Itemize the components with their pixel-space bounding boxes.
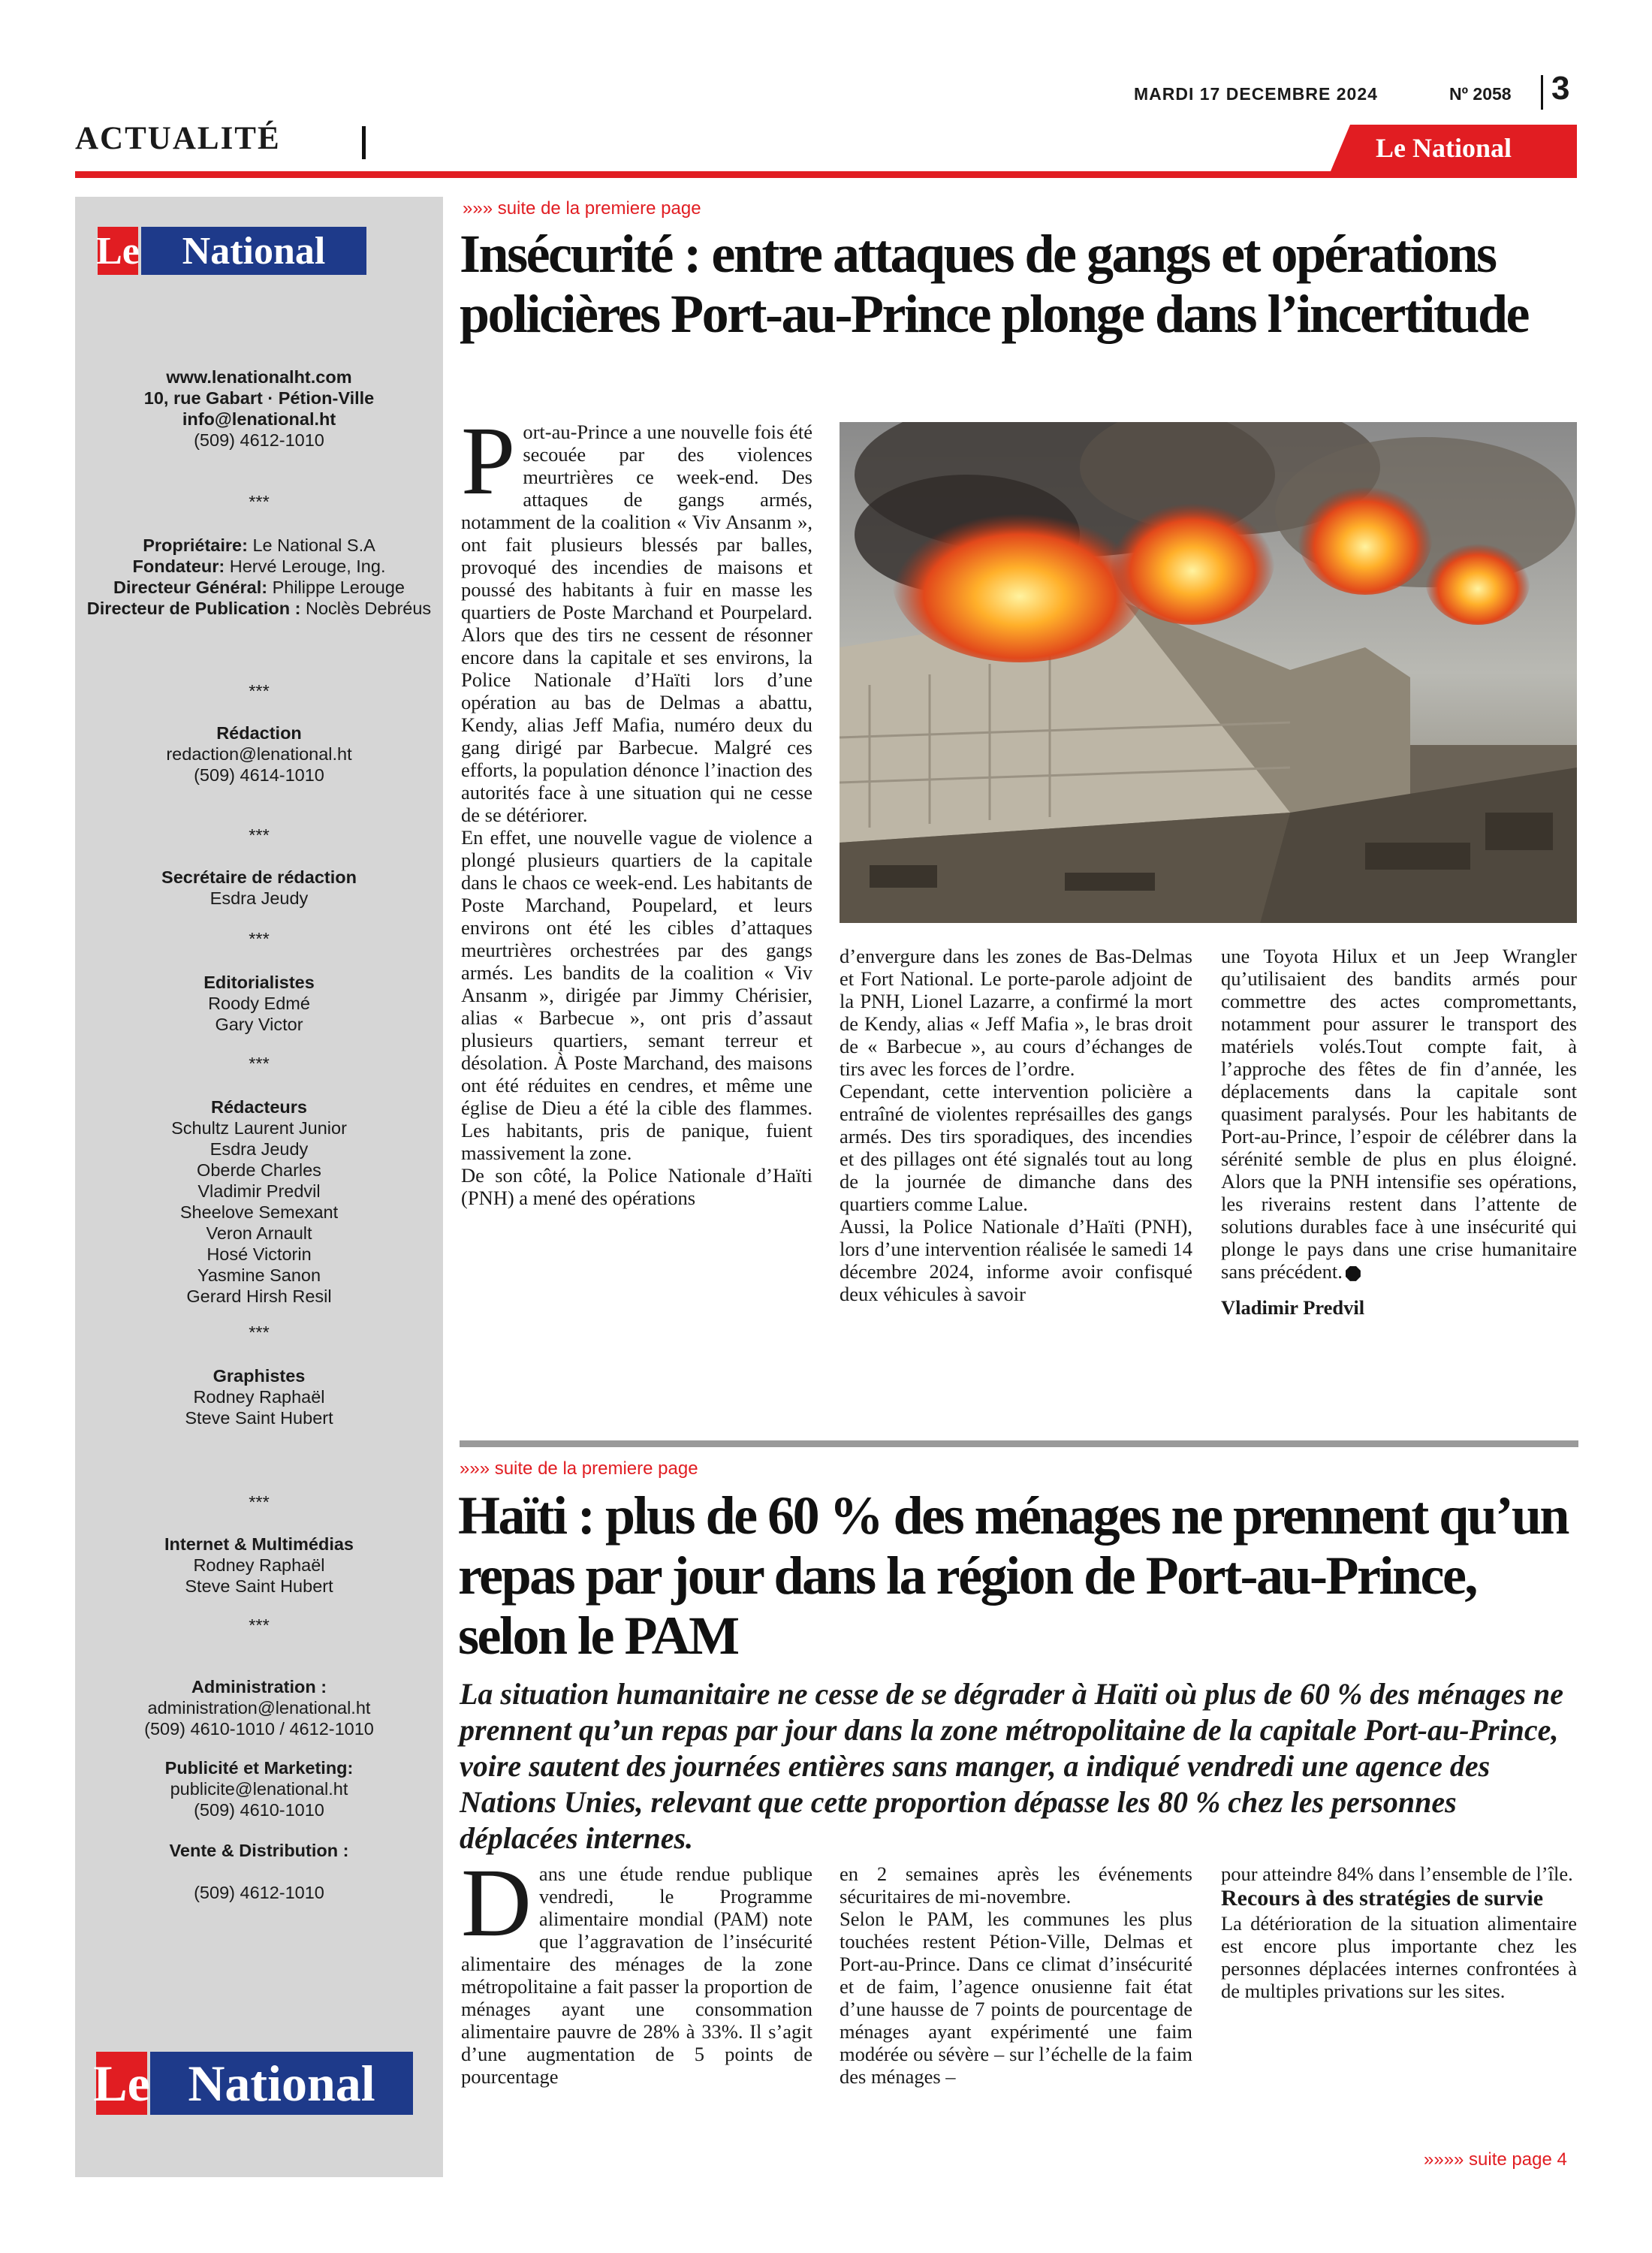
founder-label: Fondateur: [132, 556, 225, 576]
article-paragraph: Selon le PAM, les communes les plus touchées restent Pétion-Ville, Delmas et Port-au-Prince. Dans ce climat d’insécurité et de faim, l’agence onusienne fait état d’une hausse de 7 points de pourcentage de ménages ayant expérimenté une faim modérée ou sévère – sur l’échelle de la faim des ménages – [840, 1908, 1192, 2088]
article-column-3 [1221, 945, 1577, 1319]
marketing-email: publicite@lenational.ht [170, 1779, 348, 1799]
article-headline: Insécurité : entre attaques de gangs et opérations policières Port-au-Prince plonge dans l’incertitude [460, 224, 1528, 344]
contact-phone: (509) 4612-1010 [194, 430, 324, 450]
designers-label: Graphistes [213, 1366, 306, 1386]
editorialist: Roody Edmé [208, 994, 310, 1013]
issue-date: MARDI 17 DECEMBRE 2024 [1134, 84, 1378, 104]
writers-block [75, 1096, 443, 1307]
designer: Rodney Raphaël [193, 1387, 325, 1407]
article-paragraph: une Toyota Hilux et un Jeep Wrangler qu’utilisaient des bandits armés pour commettre des actes compromettants, notamment pour assurer le transport des matériels volés.Tout compte fait, à l’approche des fêtes de fin d’année, les déplacements dans la capitale sont quasiment paralysés. Pour les habitants de Port-au-Prince, l’espoir de célébrer dans la sérénité semble de plus en plus éloigné. Alors que la PNH intensifie ses opérations, les riverains restent dans l’attente de solutions durables face à une insécurité qui plonge le pays dans une crise humanitaire sans précédent. [1221, 945, 1577, 1283]
article-column-1 [461, 1849, 812, 2088]
writer: Veron Arnault [206, 1223, 312, 1243]
article-subhead: Recours à des stratégies de survie [1221, 1886, 1544, 1911]
ownership-block [75, 535, 443, 619]
secretary: Esdra Jeudy [210, 888, 309, 908]
drop-cap: D [461, 1849, 532, 1957]
section-label: ACTUALITÉ [75, 121, 281, 156]
owner-label: Propriétaire: [143, 535, 248, 555]
article-paragraph: Cependant, cette intervention policière a entraîné de violentes représailles des gangs armés. Des tirs sporadiques, des incendies et des pillages ont été signalés tout au long de la journée de dimanche dans des quartiers comme Lalue. [840, 1080, 1192, 1215]
article-column-2 [840, 945, 1192, 1305]
end-of-article-icon [1346, 1266, 1361, 1281]
redaction-block [75, 722, 443, 786]
fire-photo [840, 422, 1577, 923]
marketing-block [75, 1757, 443, 1820]
administration-block [75, 1676, 443, 1739]
article-author: Vladimir Predvil [1221, 1296, 1365, 1319]
drop-cap: P [461, 407, 516, 515]
continued-from-label: »»» suite de la premiere page [460, 1458, 698, 1479]
writer: Sheelove Semexant [179, 1202, 339, 1222]
article-divider [460, 1440, 1578, 1447]
contact-block [75, 366, 443, 451]
article-column-2 [840, 1862, 1192, 2088]
director-general: Philippe Lerouge [267, 578, 405, 597]
brand-tab-label: Le National [1376, 133, 1512, 163]
writer: Vladimir Predvil [197, 1181, 321, 1201]
publication-director-label: Directeur de Publication : [86, 599, 301, 618]
article-paragraph: d’envergure dans les zones de Bas-Delmas et Fort National. Le porte-parole adjoint de la PNH, Lionel Lazarre, a confirmé la mort de Kendy, alias « Jeff Mafia », le bras droit de « Barbecue », au cours d’échanges de tirs avec les forces de l’ordre. [840, 945, 1192, 1080]
multimedia-member: Rodney Raphaël [193, 1555, 325, 1575]
secretary-block [75, 867, 443, 909]
contact-email: info@lenational.ht [182, 409, 336, 429]
writer: Oberde Charles [197, 1160, 321, 1180]
administration-email: administration@lenational.ht [147, 1698, 371, 1718]
editorialist: Gary Victor [215, 1015, 303, 1034]
logo-part-le: Le [98, 227, 138, 275]
writer: Gerard Hirsh Resil [186, 1286, 332, 1306]
article-paragraph: En effet, une nouvelle vague de violence a plongé plusieurs quartiers de la capitale dans le chaos ce week-end. Les habitants de Poste Marchand, Poupelard, et leurs environs ont été les cibles d’attaques meurtrières orchestrées par des gangs armés. Les bandits de la coalition « Viv Ansanm », dirigée par Jimmy Chérisier, alias « Barbecue », ont pris d’assaut plusieurs quartiers, semant terreur et désolation. À Poste Marchand, des maisons ont été réduites en cendres, et même une église de Dieu a été la cible des flammes. Les habitants, pris de panique, fuient massivement la zone. [461, 826, 812, 1164]
separator-stars: *** [249, 825, 270, 845]
administration-phone: (509) 4610-1010 / 4612-1010 [144, 1719, 374, 1739]
article-paragraph: De son côté, la Police Nationale d’Haïti (PNH) a mené des opérations [461, 1164, 812, 1209]
redaction-email: redaction@lenational.ht [166, 744, 352, 764]
director-general-label: Directeur Général: [113, 578, 268, 597]
writers-label: Rédacteurs [211, 1097, 307, 1117]
multimedia-block [75, 1534, 443, 1597]
separator-stars: *** [249, 1054, 270, 1073]
redaction-phone: (509) 4614-1010 [194, 765, 324, 785]
header-divider [1541, 75, 1543, 110]
editorialists-block [75, 972, 443, 1035]
distribution-label: Vente & Distribution : [169, 1841, 349, 1860]
section-divider [362, 126, 366, 159]
writer: Schultz Laurent Junior [171, 1118, 347, 1138]
continued-on-link[interactable]: »»»» suite page 4 [1424, 2149, 1567, 2170]
multimedia-label: Internet & Multimédias [164, 1534, 354, 1554]
burning-houses-image [840, 422, 1577, 923]
logo-part-le: Le [96, 2052, 147, 2115]
article-paragraph: Aussi, la Police Nationale d’Haïti (PNH), lors d’une intervention réalisée le samedi 14 décembre 2024, informe avoir confisqué deux véhicules à savoir [840, 1215, 1192, 1305]
separator-stars: *** [249, 681, 270, 701]
writer: Hosé Victorin [206, 1244, 312, 1264]
issue-number: Nº 2058 [1449, 84, 1512, 104]
editorialists-label: Editorialistes [203, 973, 315, 992]
owner: Le National S.A [247, 535, 375, 555]
address: 10, rue Gabart · Pétion-Ville [143, 388, 375, 408]
article-paragraph: ans une étude rendue publique vendredi, le Programme alimentaire mondial (PAM) note que l’aggravation de l’insécurité alimentaire des ménages de la zone métropolitaine a fait passer la proportion de ménages ayant une consommation alimentaire pauvre de 28% à 33%. Il s’agit d’une augmentation de 5 points de pourcentage [461, 1862, 812, 2088]
redaction-label: Rédaction [216, 723, 302, 743]
article-paragraph: en 2 semaines après les événements sécuritaires de mi-novembre. [840, 1862, 1192, 1908]
article-paragraph: ort-au-Prince a une nouvelle fois été secouée par des violences meurtrières ce week-end. Des attaques de gangs armés, notamment de la coalition « Viv Ansanm », ont fait plusieurs blessés par balles, provoqué des incendies de maisons et poussé des habitants à fuir en masse les quartiers de Poste Marchand et Pourpelard. Alors que des tirs ne cessent de résonner encore dans la capitale et ses environs, la Police Nationale d’Haïti lors d’une opération au bas de Delmas a abattu, Kendy, alias Jeff Mafia, numéro deux du gang dirigé par Barbecue. Malgré ces efforts, la population dénonce l’inaction des autorités face à une situation qui ne cesse de se détériorer. [461, 421, 812, 826]
masthead-logo [98, 227, 366, 275]
page-number: 3 [1551, 70, 1570, 107]
separator-stars: *** [249, 1615, 270, 1635]
founder: Hervé Lerouge, Ing. [225, 556, 386, 576]
writer: Esdra Jeudy [210, 1139, 309, 1159]
publication-director: Noclès Debréus [300, 599, 432, 618]
header-rule [75, 171, 1577, 178]
article-column-1 [461, 407, 812, 1209]
article-headline: Haïti : plus de 60 % des ménages ne prennent qu’un repas par jour dans la région de Port-au-Prince, selon le PAM [458, 1485, 1568, 1666]
logo-part-national: National [150, 2052, 413, 2115]
article-paragraph: pour atteindre 84% dans l’ensemble de l’île. [1221, 1862, 1573, 1885]
administration-label: Administration : [191, 1677, 327, 1697]
distribution-block [75, 1840, 443, 1861]
separator-stars: *** [249, 1492, 270, 1512]
continued-from-label: »»» suite de la premiere page [463, 198, 701, 219]
writer: Yasmine Sanon [197, 1265, 321, 1285]
secretary-label: Secrétaire de rédaction [161, 867, 357, 887]
designers-block [75, 1365, 443, 1428]
designer: Steve Saint Hubert [185, 1408, 333, 1428]
multimedia-member: Steve Saint Hubert [185, 1576, 333, 1596]
article-paragraph: La détérioration de la situation alimentaire est encore plus importante chez les personnes déplacées internes confrontées à de multiples privations sur les sites. [1221, 1912, 1577, 2002]
website: www.lenationalht.com [166, 367, 352, 387]
article-standfirst: La situation humanitaire ne cesse de se dégrader à Haïti où plus de 60 % des ménages ne prennent qu’un repas par jour dans la zone métropolitaine de la capitale Port-au-Prince, voire sautent des journées entières sans manger, a indiqué vendredi une agence des Nations Unies, relevant que cette proportion dépasse les 80 % chez les personnes déplacées internes. [460, 1677, 1564, 1855]
marketing-label: Publicité et Marketing: [164, 1758, 354, 1778]
logo-part-national: National [141, 227, 366, 275]
separator-stars: *** [249, 929, 270, 949]
marketing-phone: (509) 4610-1010 [194, 1800, 324, 1820]
separator-stars: *** [249, 1323, 270, 1342]
distribution-phone: (509) 4612-1010 [194, 1883, 324, 1902]
article-column-3 [1221, 1862, 1577, 2002]
separator-stars: *** [249, 492, 270, 511]
footer-logo [93, 2052, 413, 2115]
